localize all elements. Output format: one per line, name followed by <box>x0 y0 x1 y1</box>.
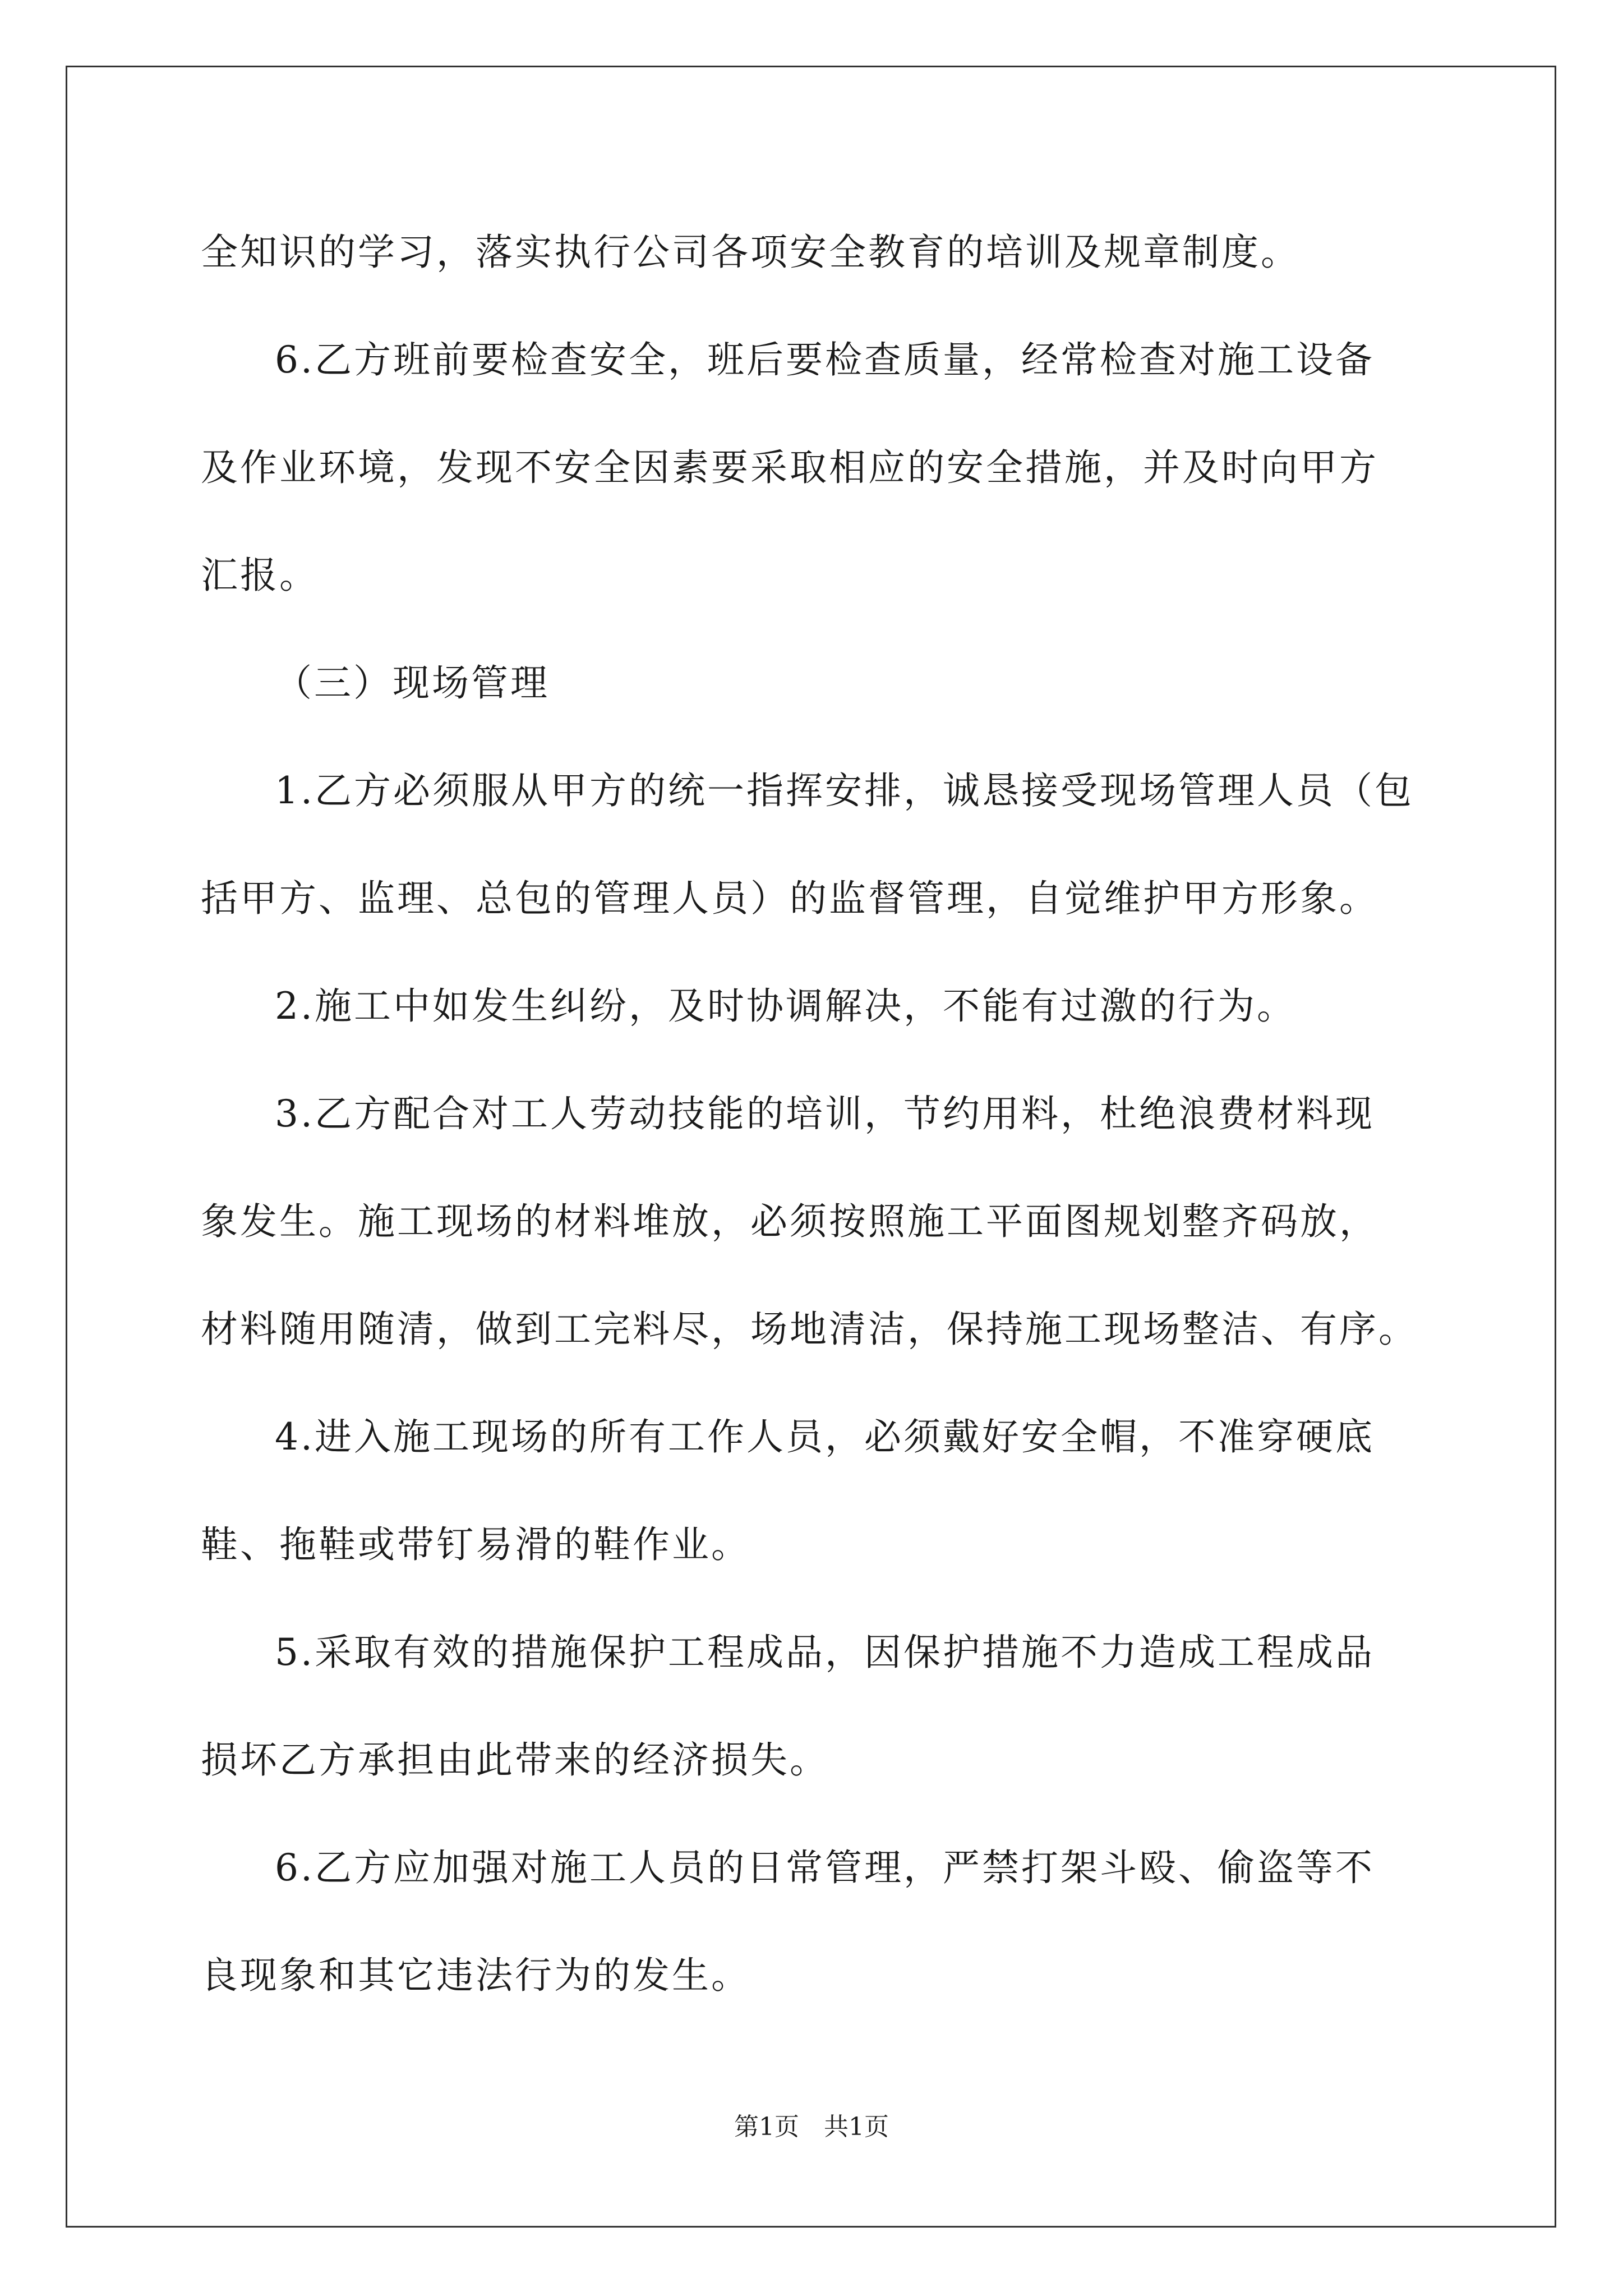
paragraph-line: 良现象和其它违法行为的发生。 <box>201 1954 750 1997</box>
paragraph-line: 材料随用随清，做到工完料尽，场地清洁，保持施工现场整洁、有序。 <box>201 1308 1418 1351</box>
paragraph-line: 全知识的学习，落实执行公司各项安全教育的培训及规章制度。 <box>201 231 1300 274</box>
paragraph-line: 3.乙方配合对工人劳动技能的培训，节约用料，杜绝浪费材料现 <box>275 1092 1375 1135</box>
paragraph-line: 6.乙方班前要检查安全，班后要检查质量，经常检查对施工设备 <box>275 338 1375 381</box>
paragraph-line: 及作业环境，发现不安全因素要采取相应的安全措施，并及时向甲方 <box>201 446 1378 489</box>
paragraph-line: 4.进入施工现场的所有工作人员，必须戴好安全帽，不准穿硬底 <box>275 1415 1375 1458</box>
paragraph-line: 5.采取有效的措施保护工程成品，因保护措施不力造成工程成品 <box>275 1631 1375 1674</box>
page-number-footer: 第1页 共1页 <box>734 2113 889 2141</box>
paragraph-line: 鞋、拖鞋或带钉易滑的鞋作业。 <box>201 1523 750 1566</box>
paragraph-line: 象发生。施工现场的材料堆放，必须按照施工平面图规划整齐码放， <box>201 1200 1378 1243</box>
page-border <box>66 66 1556 2228</box>
paragraph-line: 6.乙方应加强对施工人员的日常管理，严禁打架斗殴、偷盗等不 <box>275 1846 1375 1889</box>
paragraph-line: 括甲方、监理、总包的管理人员）的监督管理，自觉维护甲方形象。 <box>201 877 1378 920</box>
paragraph-line: 汇报。 <box>201 554 319 597</box>
paragraph-line: 2.施工中如发生纠纷，及时协调解决，不能有过激的行为。 <box>275 984 1296 1028</box>
paragraph-line: 1.乙方必须服从甲方的统一指挥安排，诚恳接受现场管理人员（包 <box>275 769 1414 812</box>
section-heading: （三）现场管理 <box>275 661 550 705</box>
paragraph-line: 损坏乙方承担由此带来的经济损失。 <box>201 1738 829 1782</box>
